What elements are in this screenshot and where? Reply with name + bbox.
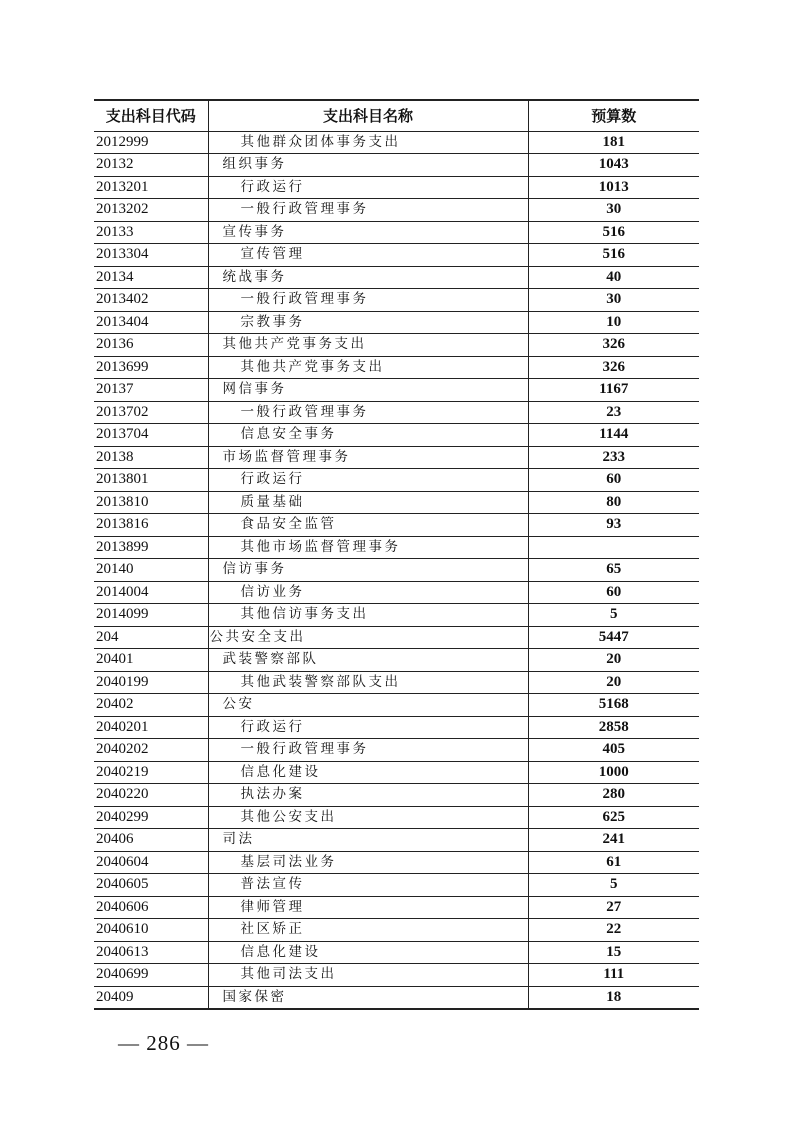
row-name-cell: 公共安全支出 xyxy=(208,626,528,649)
row-name-cell: 组织事务 xyxy=(208,154,528,177)
row-amount-cell: 30 xyxy=(528,199,699,222)
table-header-row xyxy=(94,100,699,131)
row-amount-cell: 30 xyxy=(528,289,699,312)
table-row xyxy=(94,221,699,244)
row-name-cell: 其他信访事务支出 xyxy=(208,604,528,627)
row-code-cell: 2013899 xyxy=(94,536,208,559)
table-row xyxy=(94,986,699,1009)
row-name-cell: 其他共产党事务支出 xyxy=(208,356,528,379)
row-amount-cell: 1013 xyxy=(528,176,699,199)
table-row xyxy=(94,199,699,222)
table-row xyxy=(94,761,699,784)
row-amount-cell: 27 xyxy=(528,896,699,919)
table-row xyxy=(94,536,699,559)
row-code-cell: 2013404 xyxy=(94,311,208,334)
header-code: 支出科目代码 xyxy=(94,100,208,131)
row-amount-cell: 233 xyxy=(528,446,699,469)
row-code-cell: 20406 xyxy=(94,829,208,852)
row-amount-cell: 5 xyxy=(528,604,699,627)
row-amount-cell: 181 xyxy=(528,131,699,154)
table-row xyxy=(94,244,699,267)
row-name-cell: 其他群众团体事务支出 xyxy=(208,131,528,154)
row-name-cell: 其他市场监督管理事务 xyxy=(208,536,528,559)
row-code-cell: 2040606 xyxy=(94,896,208,919)
row-name-cell: 宣传管理 xyxy=(208,244,528,267)
table-row xyxy=(94,514,699,537)
row-amount-cell: 20 xyxy=(528,671,699,694)
row-amount-cell: 111 xyxy=(528,964,699,987)
row-name-cell: 国家保密 xyxy=(208,986,528,1009)
row-name-cell: 一般行政管理事务 xyxy=(208,739,528,762)
row-code-cell: 2013201 xyxy=(94,176,208,199)
row-code-cell: 2040610 xyxy=(94,919,208,942)
row-code-cell: 2013704 xyxy=(94,424,208,447)
table-row xyxy=(94,694,699,717)
row-code-cell: 2013816 xyxy=(94,514,208,537)
row-name-cell: 司法 xyxy=(208,829,528,852)
row-name-cell: 律师管理 xyxy=(208,896,528,919)
row-amount-cell xyxy=(528,536,699,559)
table-row xyxy=(94,154,699,177)
table-row xyxy=(94,176,699,199)
row-name-cell: 一般行政管理事务 xyxy=(208,401,528,424)
row-name-cell: 质量基础 xyxy=(208,491,528,514)
table-row xyxy=(94,424,699,447)
table-row xyxy=(94,829,699,852)
row-name-cell: 其他司法支出 xyxy=(208,964,528,987)
row-code-cell: 20137 xyxy=(94,379,208,402)
row-name-cell: 其他公安支出 xyxy=(208,806,528,829)
row-name-cell: 基层司法业务 xyxy=(208,851,528,874)
row-name-cell: 武装警察部队 xyxy=(208,649,528,672)
row-name-cell: 宗教事务 xyxy=(208,311,528,334)
table-row xyxy=(94,559,699,582)
row-code-cell: 2013810 xyxy=(94,491,208,514)
row-amount-cell: 5 xyxy=(528,874,699,897)
row-code-cell: 2013702 xyxy=(94,401,208,424)
row-amount-cell: 15 xyxy=(528,941,699,964)
table-row xyxy=(94,671,699,694)
row-code-cell: 20402 xyxy=(94,694,208,717)
table-row xyxy=(94,491,699,514)
row-code-cell: 2012999 xyxy=(94,131,208,154)
table-row xyxy=(94,896,699,919)
row-code-cell: 2040201 xyxy=(94,716,208,739)
table-row xyxy=(94,919,699,942)
row-amount-cell: 625 xyxy=(528,806,699,829)
table-row xyxy=(94,446,699,469)
row-code-cell: 2040699 xyxy=(94,964,208,987)
table-row xyxy=(94,604,699,627)
row-amount-cell: 60 xyxy=(528,581,699,604)
row-code-cell: 2040219 xyxy=(94,761,208,784)
row-amount-cell: 61 xyxy=(528,851,699,874)
budget-table xyxy=(94,99,699,1010)
row-name-cell: 信息化建设 xyxy=(208,941,528,964)
table-row xyxy=(94,941,699,964)
row-code-cell: 2013699 xyxy=(94,356,208,379)
table-row xyxy=(94,379,699,402)
row-name-cell: 信访业务 xyxy=(208,581,528,604)
row-name-cell: 行政运行 xyxy=(208,176,528,199)
row-amount-cell: 5447 xyxy=(528,626,699,649)
row-amount-cell: 516 xyxy=(528,244,699,267)
row-code-cell: 2040299 xyxy=(94,806,208,829)
table-row xyxy=(94,874,699,897)
row-name-cell: 宣传事务 xyxy=(208,221,528,244)
row-amount-cell: 40 xyxy=(528,266,699,289)
table-row xyxy=(94,806,699,829)
table-row xyxy=(94,851,699,874)
table-row xyxy=(94,334,699,357)
row-amount-cell: 1043 xyxy=(528,154,699,177)
row-amount-cell: 22 xyxy=(528,919,699,942)
row-code-cell: 2040605 xyxy=(94,874,208,897)
table-row xyxy=(94,649,699,672)
row-code-cell: 2014099 xyxy=(94,604,208,627)
row-code-cell: 2013402 xyxy=(94,289,208,312)
row-code-cell: 20134 xyxy=(94,266,208,289)
row-name-cell: 网信事务 xyxy=(208,379,528,402)
row-name-cell: 市场监督管理事务 xyxy=(208,446,528,469)
row-code-cell: 2013202 xyxy=(94,199,208,222)
row-name-cell: 社区矫正 xyxy=(208,919,528,942)
budget-table-container xyxy=(94,99,699,1010)
row-amount-cell: 18 xyxy=(528,986,699,1009)
row-code-cell: 2040604 xyxy=(94,851,208,874)
row-amount-cell: 516 xyxy=(528,221,699,244)
row-code-cell: 204 xyxy=(94,626,208,649)
row-amount-cell: 80 xyxy=(528,491,699,514)
row-name-cell: 一般行政管理事务 xyxy=(208,199,528,222)
row-amount-cell: 10 xyxy=(528,311,699,334)
row-code-cell: 2013801 xyxy=(94,469,208,492)
table-row xyxy=(94,469,699,492)
row-code-cell: 2014004 xyxy=(94,581,208,604)
row-amount-cell: 1000 xyxy=(528,761,699,784)
row-amount-cell: 280 xyxy=(528,784,699,807)
row-code-cell: 20409 xyxy=(94,986,208,1009)
row-name-cell: 信访事务 xyxy=(208,559,528,582)
row-code-cell: 2040199 xyxy=(94,671,208,694)
table-row xyxy=(94,716,699,739)
table-row xyxy=(94,289,699,312)
table-row xyxy=(94,784,699,807)
row-name-cell: 食品安全监管 xyxy=(208,514,528,537)
row-amount-cell: 1144 xyxy=(528,424,699,447)
row-code-cell: 20401 xyxy=(94,649,208,672)
row-name-cell: 信息安全事务 xyxy=(208,424,528,447)
row-amount-cell: 5168 xyxy=(528,694,699,717)
row-name-cell: 其他共产党事务支出 xyxy=(208,334,528,357)
row-name-cell: 行政运行 xyxy=(208,469,528,492)
row-amount-cell: 405 xyxy=(528,739,699,762)
row-name-cell: 执法办案 xyxy=(208,784,528,807)
table-row xyxy=(94,266,699,289)
row-code-cell: 20138 xyxy=(94,446,208,469)
table-body xyxy=(94,131,699,1009)
row-amount-cell: 241 xyxy=(528,829,699,852)
table-row xyxy=(94,581,699,604)
table-row xyxy=(94,739,699,762)
row-name-cell: 普法宣传 xyxy=(208,874,528,897)
table-row xyxy=(94,311,699,334)
table-row xyxy=(94,131,699,154)
table-row xyxy=(94,401,699,424)
page-number: — 286 — xyxy=(118,1031,209,1055)
row-amount-cell: 20 xyxy=(528,649,699,672)
table-row xyxy=(94,356,699,379)
header-name: 支出科目名称 xyxy=(208,100,528,131)
row-code-cell: 2040220 xyxy=(94,784,208,807)
row-amount-cell: 326 xyxy=(528,334,699,357)
row-name-cell: 行政运行 xyxy=(208,716,528,739)
row-amount-cell: 93 xyxy=(528,514,699,537)
row-amount-cell: 23 xyxy=(528,401,699,424)
row-amount-cell: 60 xyxy=(528,469,699,492)
row-code-cell: 20140 xyxy=(94,559,208,582)
row-code-cell: 20132 xyxy=(94,154,208,177)
row-name-cell: 一般行政管理事务 xyxy=(208,289,528,312)
table-row xyxy=(94,964,699,987)
row-name-cell: 其他武装警察部队支出 xyxy=(208,671,528,694)
row-name-cell: 公安 xyxy=(208,694,528,717)
row-code-cell: 20136 xyxy=(94,334,208,357)
row-code-cell: 2013304 xyxy=(94,244,208,267)
row-code-cell: 20133 xyxy=(94,221,208,244)
row-name-cell: 统战事务 xyxy=(208,266,528,289)
row-name-cell: 信息化建设 xyxy=(208,761,528,784)
row-amount-cell: 1167 xyxy=(528,379,699,402)
row-amount-cell: 326 xyxy=(528,356,699,379)
header-amount: 预算数 xyxy=(528,100,699,131)
row-code-cell: 2040202 xyxy=(94,739,208,762)
row-code-cell: 2040613 xyxy=(94,941,208,964)
table-row xyxy=(94,626,699,649)
row-amount-cell: 2858 xyxy=(528,716,699,739)
row-amount-cell: 65 xyxy=(528,559,699,582)
